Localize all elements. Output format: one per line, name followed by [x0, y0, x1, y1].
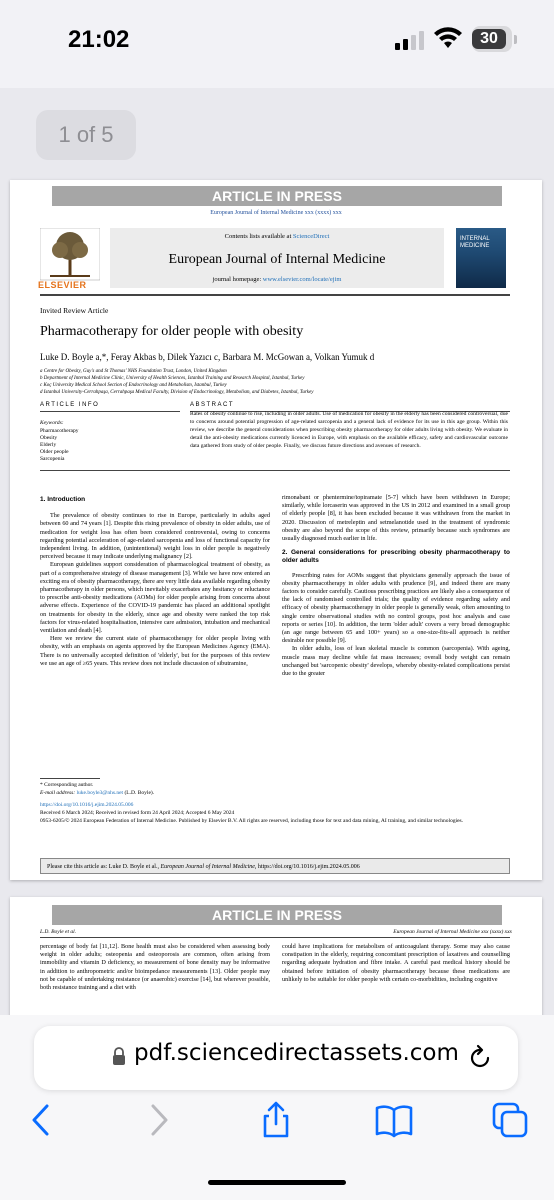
abstract-bottom-rule — [40, 470, 510, 471]
section-2-heading: 2. General considerations for prescribing obesity pharmacotherapy to older adults — [282, 549, 510, 565]
article-in-press-banner: ARTICLE IN PRESS — [52, 905, 502, 925]
abstract-label: ABSTRACT — [190, 402, 235, 408]
journal-title: European Journal of Internal Medicine — [168, 252, 386, 267]
sciencedirect-link[interactable]: ScienceDirect — [292, 233, 330, 240]
homepage-prefix: journal homepage: — [212, 276, 263, 283]
header-rule — [40, 937, 510, 938]
contents-line — [110, 233, 444, 240]
email-suffix: (L.D. Boyle). — [123, 790, 155, 796]
email-line — [40, 790, 154, 796]
received-dates: Received 6 March 2024; Received in revised form 24 April 2024; Accepted 6 May 2024 — [40, 810, 235, 816]
cellular-signal-icon — [395, 30, 427, 50]
contents-prefix: Contents lists available at — [224, 233, 293, 240]
keyword: Sarcopenia — [40, 456, 65, 462]
cover-title: INTERNAL MEDICINE — [460, 236, 490, 249]
body-paragraph: Prescribing rates for AOMs suggest that physicians generally approach the issue of obesity pharmacotherapy in older adults with prudence [9], and indeed there are many factors to consider carefully. Cautious prescribing practices are likely also a consequence of the lack of randomised controlled trials; the quality of evidence regarding safety and efficacy of obesity pharmacotherapy in older people is generally weak, often amounting to single centre observational studies with no control groups, post hoc analysis and case reports or series [10]. In addition, the term 'older adult' covers a very broad demographic (an age range between 65 and 100+ years) so a one-size-fits-all approach is neither desirable nor possible [9]. — [282, 571, 510, 645]
battery-tip — [514, 35, 517, 44]
masthead-rule — [40, 294, 510, 296]
reload-icon[interactable] — [468, 1044, 492, 1070]
cite-suffix: , https://doi.org/10.1016/j.ejim.2024.05.006 — [254, 864, 360, 870]
home-indicator — [208, 1180, 346, 1185]
pdf-page-1 — [10, 180, 542, 880]
page2-right-column: could have implications for metabolism of anticoagulant therapy. Some may also cause constipation in the elderly, requiring concomitant prescription of laxatives and counselling regarding adequate hydration and fibre intake. A careful past medical history should be obtained before initiation of obesity pharmacotherapy because these medications are unlikely to be suitable for older people with certain co-morbidities, including cognitive — [282, 943, 510, 983]
cite-journal: European Journal of Internal Medicine — [160, 864, 255, 870]
url-text[interactable]: pdf.sciencedirectassets.com — [134, 1040, 459, 1066]
intro-paragraph: Here we review the current state of pharmacotherapy for older people living with obesity, with an emphasis on agents approved by the European Medicines Agency (EMA). There is no universally accepted definition of 'elderly', but for the purposes of this review we use an age of ≥65 years. This review does not include discussion of sibutramine, — [40, 635, 270, 667]
email-prefix: E-mail address: — [40, 790, 77, 796]
affiliation: c Koç University Medical School Section of Endocrinology and Metabolism, Istanbul, Turkey — [40, 383, 227, 388]
share-icon[interactable] — [256, 1100, 296, 1140]
cite-prefix: Please cite this article as: Luke D. Boyle et al., — [47, 864, 161, 870]
keywords-heading: Keywords: — [40, 420, 64, 426]
citation-box — [40, 858, 510, 874]
wifi-icon — [434, 26, 462, 50]
elsevier-wordmark: ELSEVIER — [38, 280, 87, 290]
keyword: Older people — [40, 449, 69, 455]
journal-reference: European Journal of Internal Medicine xxx (xxxx) xxx — [210, 210, 342, 216]
article-info-label: ARTICLE INFO — [40, 402, 100, 408]
info-rule — [40, 411, 180, 412]
affiliation: a Centre for Obesity, Guy's and St Thomas' NHS Foundation Trust, London, United Kingdom — [40, 369, 227, 374]
left-column — [40, 496, 270, 668]
affiliation: d Istanbul University-Cerrahpaşa, Cerrahpaşa Medical Faculty, Division of Endocrinology, Metabolism, and Diabetes, Istanbul, Turkey — [40, 390, 314, 395]
journal-masthead — [110, 228, 444, 288]
tabs-icon[interactable] — [490, 1100, 530, 1140]
keyword: Elderly — [40, 442, 57, 448]
bookmarks-icon[interactable] — [374, 1100, 414, 1140]
body-paragraph: rimonabant or phentermine/topiramate [5-7] which have been withdrawn in Europe; similarly, while lorcaserin was approved in the US in 2012 and examined in a small group of elderly people [8], it has been excluded because it was withdrawn from the market in 2020. Discussion of metreleptin and setmelanotide used in the treatment of syndromic obesity are also beyond the scope of this review, primarily because such syndromes are usually diagnosed much earlier in life. — [282, 494, 510, 543]
email-link[interactable]: luke.boyle3@nhs.net — [76, 790, 124, 796]
pdf-page-2 — [10, 897, 542, 1032]
page-indicator: 1 of 5 — [36, 110, 136, 160]
forward-icon[interactable] — [138, 1100, 178, 1140]
lock-icon — [112, 1046, 126, 1066]
author-list: Luke D. Boyle a,*, Feray Akbas b, Dilek Yazıcı c, Barbara M. McGowan a, Volkan Yumuk d — [40, 352, 375, 362]
intro-paragraph: European guidelines support consideration of pharmacological treatment of obesity, as part of a comprehensive strategy of disease management [3]. While we have now entered an exciting era of obesity pharmacotherapy, there are very little data available regarding obesity pharmacotherapy in older persons, which inevitably exacerbates any hesitancy or reluctance to prescribe anti-obesity medications (AOMs) for older people arising from concerns about adverse effects. Experience of the COVID-19 pandemic has placed an additional spotlight on treatments for obesity in the elderly, since age and obesity were ranked the top risk factors for virus-related hospitalisation, intensive care admission, intubation and mechanical ventilation and death [4]. — [40, 561, 270, 635]
journal-homepage-link[interactable]: www.elsevier.com/locate/ejim — [262, 276, 342, 283]
keyword: Obesity — [40, 435, 58, 441]
abstract-text: Rates of obesity continue to rise, including in older adults. Use of medication for obesity in the elderly has been considered controversial, due to concerns around potential progression of age-related sarcopenia and a general lack of evidence for its use in this age group. Within this review, we describe the general considerations when prescribing obesity pharmacotherapy for older adults living with obesity. We evaluate in detail the anti-obesity medications currently licenced in Europe, with emphasis on the available efficacy, safety and cardiovascular outcome data gathered from study of older people. Finally, we discuss future directions and avenues of research. — [190, 411, 508, 449]
doi-link[interactable]: https://doi.org/10.1016/j.ejim.2024.05.006 — [40, 802, 134, 808]
body-paragraph: In older adults, loss of lean skeletal muscle is common (sarcopenia). With ageing, muscle mass may decline while fat mass increases; overall body weight can remain unchanged but 'sarcopenic obesity' develops, whereby obesity-related complications persist due to the greater — [282, 645, 510, 678]
right-column — [282, 494, 510, 678]
article-title: Pharmacotherapy for older people with obesity — [40, 324, 304, 339]
battery-icon — [472, 26, 512, 52]
running-head-journal: European Journal of Internal Medicine xxx (xxxx) xxx — [393, 929, 512, 935]
intro-heading: 1. Introduction — [40, 496, 86, 503]
footnote-rule — [40, 778, 100, 779]
corresponding-author: * Corresponding author. — [40, 782, 94, 788]
running-head-authors: L.D. Boyle et al. — [40, 929, 77, 935]
homepage-line — [110, 276, 444, 283]
back-icon[interactable] — [22, 1100, 62, 1140]
article-type: Invited Review Article — [40, 306, 109, 315]
status-time: 21:02 — [68, 26, 130, 53]
article-in-press-banner: ARTICLE IN PRESS — [52, 186, 502, 206]
status-bar — [0, 0, 554, 88]
battery-level: 30 — [472, 29, 506, 49]
journal-cover-thumbnail — [456, 228, 506, 288]
copyright-notice: 0953-6205/© 2024 European Federation of Internal Medicine. Published by Elsevier B.V. All rights are reserved, including those for text and data mining, AI training, and similar technologies. — [40, 818, 464, 824]
intro-paragraph: The prevalence of obesity continues to rise in Europe, particularly in adults aged between 60 and 74 years [1]. Despite this rising prevalence of obesity in older adults, use of medication for weight loss has often been considered controversial, owing to concerns regarding potential acceleration of age-related sarcopenia and loss of functional capacity for independent living. In addition, (unintentional) weight loss in older people is negatively perceived because it may indicate underlying malignancy [2]. — [40, 512, 270, 561]
page2-left-column: percentage of body fat [11,12]. Bone health must also be considered when assessing body weight in older adults; osteopenia and osteoporosis are common, often arising from immobility and vitamin D deficiency, so measurement of bone density may be informative in addition to anthropometric and/or bioimpedance measurements [13]. Older people may not be capable of undertaking resistance (or anaerobic) exercise [14], but wherever possible, both resistance training and a diet with — [40, 943, 270, 992]
affiliation: b Department of Internal Medicine Clinic, University of Health Sciences, Istanbul Training and Research Hospital, Istanbul, Turkey — [40, 376, 305, 381]
keyword: Pharmacotherapy — [40, 428, 79, 434]
